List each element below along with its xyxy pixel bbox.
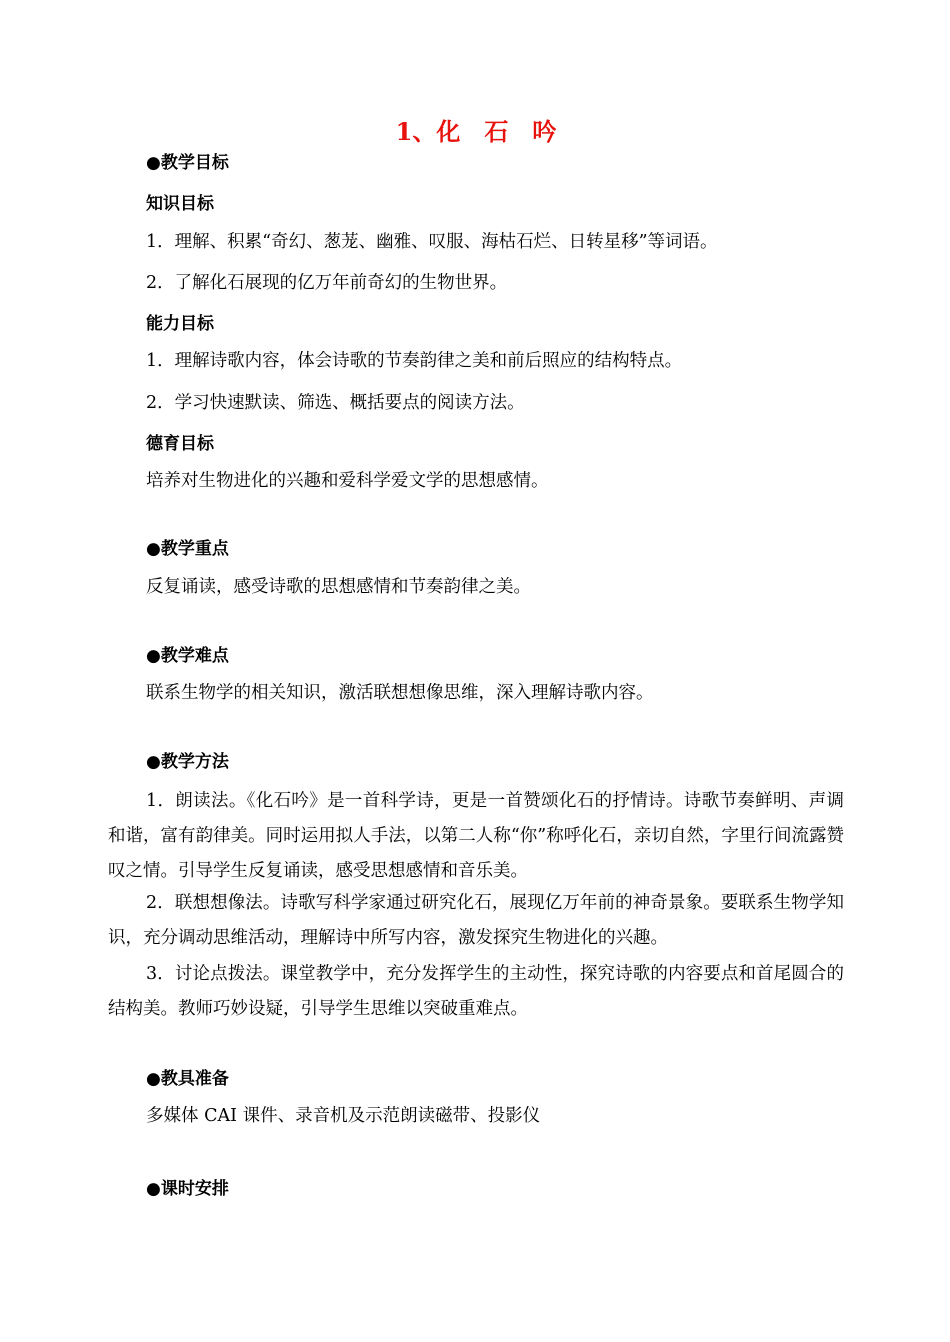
- heading-key-points: ●教学重点: [146, 539, 229, 559]
- heading-methods: ●教学方法: [146, 752, 229, 772]
- subheading-moral: 德育目标: [146, 434, 214, 454]
- moral-text: 培养对生物进化的兴趣和爱科学爱文学的思想感情。: [146, 471, 549, 491]
- heading-difficulties: ●教学难点: [146, 646, 229, 666]
- difficulties-text: 联系生物学的相关知识，激活联想想像思维，深入理解诗歌内容。: [146, 683, 654, 703]
- heading-schedule: ●课时安排: [146, 1179, 229, 1199]
- ability-item-1: 1．理解诗歌内容，体会诗歌的节奏韵律之美和前后照应的结构特点。: [146, 351, 683, 371]
- ability-item-2: 2．学习快速默读、筛选、概括要点的阅读方法。: [146, 393, 525, 413]
- materials-text: 多媒体 CAI 课件、录音机及示范朗读磁带、投影仪: [146, 1106, 541, 1126]
- subheading-ability: 能力目标: [146, 314, 214, 334]
- knowledge-item-1: 1．理解、积累“奇幻、葱茏、幽雅、叹服、海枯石烂、日转星移”等词语。: [146, 232, 718, 252]
- heading-objectives: ●教学目标: [146, 153, 229, 173]
- heading-materials: ●教具准备: [146, 1069, 229, 1089]
- document-title: 1、化 石 吟: [395, 117, 557, 146]
- method-item-1: 1．朗读法。《化石吟》是一首科学诗，更是一首赞颂化石的抒情诗。诗歌节奏鲜明、声调和谐，富有韵律美。同时运用拟人手法，以第二人称“你”称呼化石，亲切自然，字里行间流露赞叹之情。引导学生反复诵读，感受思想感情和音乐美。: [108, 791, 844, 881]
- method-item-3: 3．讨论点拨法。课堂教学中，充分发挥学生的主动性，探究诗歌的内容要点和首尾圆合的结构美。教师巧妙设疑，引导学生思维以突破重难点。: [108, 964, 844, 1019]
- key-points-text: 反复诵读，感受诗歌的思想感情和节奏韵律之美。: [146, 577, 531, 597]
- knowledge-item-2: 2．了解化石展现的亿万年前奇幻的生物世界。: [146, 273, 508, 293]
- subheading-knowledge: 知识目标: [146, 194, 214, 214]
- method-item-2: 2．联想想像法。诗歌写科学家通过研究化石，展现亿万年前的神奇景象。要联系生物学知识，充分调动思维活动，理解诗中所写内容，激发探究生物进化的兴趣。: [108, 893, 844, 948]
